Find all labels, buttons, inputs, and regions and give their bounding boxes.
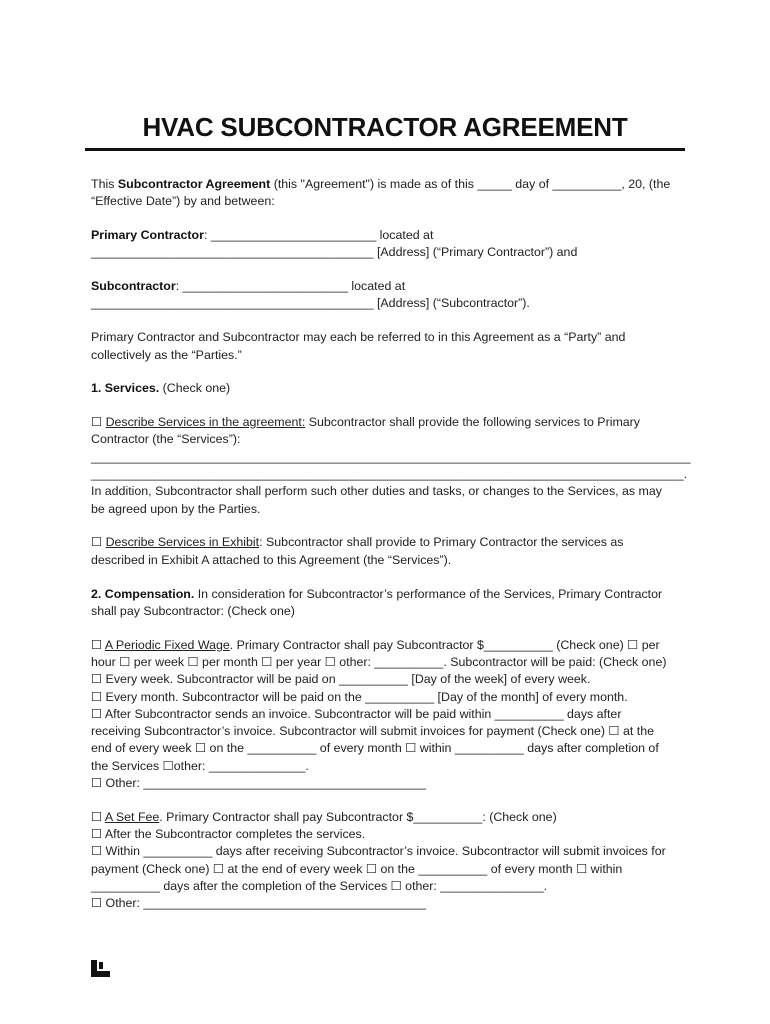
sub-line-1 — [91, 278, 683, 295]
compensation-set-fee — [91, 809, 683, 913]
primary-line-1 — [91, 227, 683, 244]
wage-line-3: ☐ Every week. Subcontractor will be paid on __________ [Day of the week] of every week. — [91, 672, 591, 687]
services-opt2-label: Describe Services in Exhibit — [105, 535, 260, 550]
primary-line-1-text: : ________________________ located at — [203, 228, 434, 243]
fee-line-1 — [91, 809, 683, 826]
fee-line-1-text: . Primary Contractor shall pay Subcontractor $__________: (Check one) — [159, 809, 557, 824]
compensation-heading-text: In consideration for Subcontractor’s performance of the Services, Primary Contractor — [194, 586, 663, 601]
services-option-agreement — [91, 414, 691, 518]
compensation-heading — [91, 586, 683, 621]
wage-line-6: receiving Subcontractor’s invoice. Subcontractor will submit invoices for payment (Check one) ☐ at the — [91, 724, 654, 739]
services-opt2-line-2: described in Exhibit A attached to this Agreement (the “Services”). — [91, 552, 452, 567]
fee-line-4: payment (Check one) ☐ at the end of every week ☐ on the __________ of every month ☐ within — [91, 861, 623, 876]
fee-line-3: ☐ Within __________ days after receiving Subcontractor’s invoice. Subcontractor will submit invoices for — [91, 844, 666, 859]
services-opt2-line-1 — [91, 534, 683, 551]
services-additional-line-1: In addition, Subcontractor shall perform such other duties and tasks, or changes to the Services, as may — [91, 484, 662, 499]
services-additional-line-2: be agreed upon by the Parties. — [91, 501, 261, 516]
primary-contractor-label: Primary Contractor — [91, 228, 204, 243]
intro-line-1 — [91, 176, 683, 193]
brand-logo-icon — [91, 960, 110, 977]
services-heading-note: (Check one) — [159, 381, 231, 396]
fee-line-2: ☐ After the Subcontractor completes the services. — [91, 827, 366, 842]
compensation-heading-label: 2. Compensation. — [91, 586, 195, 601]
services-opt2-text: : Subcontractor shall provide to Primary Contractor the services as — [259, 535, 624, 550]
sub-line-1-text: : ________________________ located at — [175, 279, 406, 294]
wage-line-1 — [91, 637, 683, 654]
parties-line-2: collectively as the “Parties.” — [91, 347, 242, 362]
document-title: HVAC SUBCONTRACTOR AGREEMENT — [142, 112, 628, 142]
wage-line-8: the Services ☐other: ______________. — [91, 758, 309, 773]
fee-label: A Set Fee — [104, 809, 160, 824]
subcontractor-label: Subcontractor — [91, 279, 176, 294]
checkbox-services-exhibit[interactable]: ☐ — [91, 535, 106, 550]
primary-line-2: _________________________________________ [Address] (“Primary Contractor”) and — [91, 245, 578, 260]
services-opt1-label: Describe Services in the agreement: — [105, 415, 306, 430]
parties-line-1: Primary Contractor and Subcontractor may each be referred to in this Agreement as a “Party” and — [91, 330, 626, 345]
wage-line-1-text: . Primary Contractor shall pay Subcontractor $__________ (Check one) ☐ per — [229, 637, 660, 652]
services-blank-line-2: ______________________________________________________________________________________. — [91, 467, 688, 482]
document-body — [91, 176, 691, 929]
services-opt1-line-1 — [91, 414, 683, 431]
wage-label: A Periodic Fixed Wage — [104, 637, 230, 652]
fee-line-6: ☐ Other: _________________________________________ — [91, 896, 426, 911]
fee-line-5: __________ days after the completion of the Services ☐ other: _______________. — [91, 879, 548, 893]
sub-line-2: _________________________________________ [Address] (“Subcontractor”). — [91, 296, 530, 311]
wage-line-7: end of every week ☐ on the __________ of every month ☐ within __________ days after completion of — [91, 741, 659, 756]
wage-line-9: ☐ Other: _________________________________________ — [91, 776, 426, 791]
intro-text-c: (this "Agreement") is made as of this _____ day of __________, 20, (the — [270, 177, 671, 191]
services-heading — [91, 380, 683, 397]
services-heading-label: 1. Services. — [91, 381, 160, 396]
parties-paragraph — [91, 329, 683, 364]
compensation-periodic-wage — [91, 637, 683, 793]
services-opt1-line-2: Contractor (the “Services”): — [91, 432, 241, 447]
checkbox-periodic-wage[interactable]: ☐ — [91, 637, 105, 652]
compensation-line-1 — [91, 586, 683, 603]
wage-line-2: hour ☐ per week ☐ per month ☐ per year ☐ other: __________. Subcontractor will be paid: (Check one) — [91, 654, 667, 669]
services-opt1-text: Subcontractor shall provide the following services to Primary — [305, 415, 640, 430]
intro-line-2: “Effective Date”) by and between: — [91, 194, 275, 209]
services-blank-line-1: _______________________________________________________________________________________ — [91, 449, 691, 464]
subcontractor-paragraph — [91, 278, 683, 313]
compensation-line-2: shall pay Subcontractor: (Check one) — [91, 603, 295, 618]
checkbox-services-agreement[interactable]: ☐ — [91, 415, 106, 430]
intro-agreement-term: Subcontractor Agreement — [117, 177, 271, 191]
wage-line-5: ☐ After Subcontractor sends an invoice. Subcontractor will be paid within __________ days after — [91, 706, 622, 721]
intro-paragraph — [91, 176, 683, 211]
title-rule — [85, 148, 685, 151]
checkbox-set-fee[interactable]: ☐ — [91, 809, 105, 824]
services-option-exhibit — [91, 534, 683, 569]
intro-text-a: This — [91, 177, 118, 191]
wage-line-4: ☐ Every month. Subcontractor will be paid on the __________ [Day of the month] of every month. — [91, 689, 628, 704]
primary-contractor-paragraph — [91, 227, 683, 262]
